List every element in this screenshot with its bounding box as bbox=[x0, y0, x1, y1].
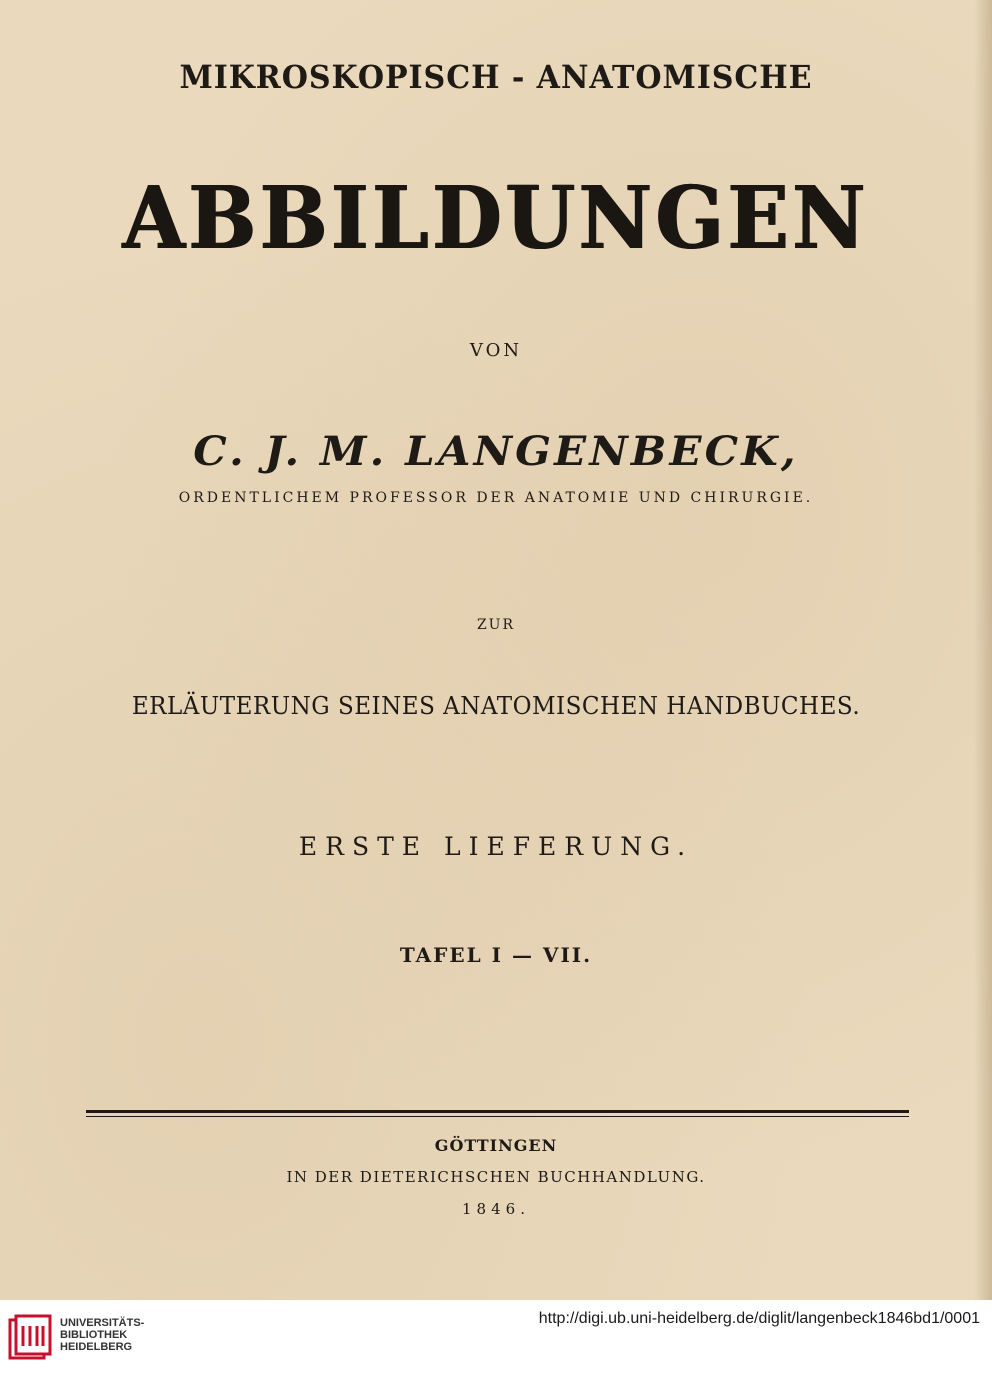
edition-line: ERSTE LIEFERUNG. bbox=[298, 832, 694, 861]
institution-line-3: HEIDELBERG bbox=[60, 1341, 133, 1353]
zur-line: ZUR bbox=[476, 617, 516, 633]
plates-line: TAFEL I — VII. bbox=[399, 943, 593, 967]
author-name: C. J. M. LANGENBECK, bbox=[193, 428, 799, 475]
imprint-place: GÖTTINGEN bbox=[434, 1136, 558, 1155]
imprint-year: 1846. bbox=[462, 1200, 530, 1218]
imprint-rule-thin bbox=[86, 1116, 909, 1117]
institution-name bbox=[60, 1317, 144, 1353]
university-library-logo-icon bbox=[8, 1314, 52, 1362]
page-edge-shadow bbox=[974, 0, 992, 1300]
institution-line-2: BIBLIOTHEK bbox=[60, 1329, 128, 1341]
purpose-line: ERLÄUTERUNG SEINES ANATOMISCHEN HANDBUCHES. bbox=[131, 692, 861, 720]
author-title: ORDENTLICHEM PROFESSOR DER ANATOMIE UND CHIRURGIE. bbox=[178, 490, 814, 506]
title-line-1: MIKROSKOPISCH - ANATOMISCHE bbox=[179, 58, 813, 96]
digitization-footer bbox=[0, 1300, 992, 1373]
source-url-link[interactable]: http://digi.ub.uni-heidelberg.de/diglit/langenbeck1846bd1/0001 bbox=[538, 1310, 980, 1327]
institution-line-1: UNIVERSITÄTS- bbox=[60, 1317, 145, 1329]
imprint-publisher: IN DER DIETERICHSCHEN BUCHHANDLUNG. bbox=[286, 1168, 706, 1186]
main-title: ABBILDUNGEN bbox=[122, 168, 870, 269]
by-line: VON bbox=[469, 340, 523, 361]
imprint-rule-thick bbox=[86, 1110, 909, 1113]
